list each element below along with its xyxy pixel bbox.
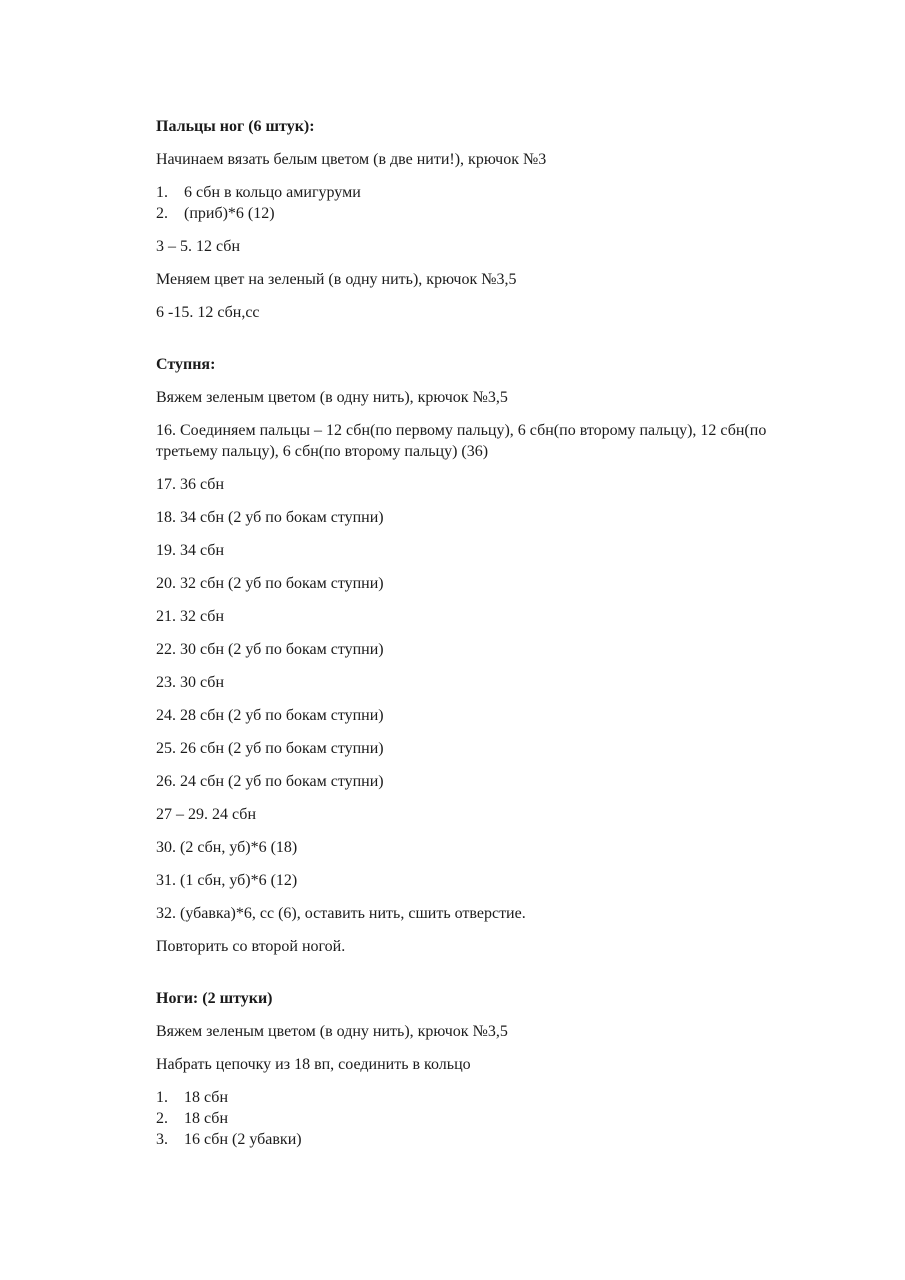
list-item [156,1087,796,1108]
paragraph: 19. 34 сбн [156,542,224,559]
list-item [156,1129,796,1150]
list-item-text: 16 сбн (2 убавки) [184,1131,302,1148]
paragraph: 23. 30 сбн [156,674,224,691]
list-item-number: 2. [156,1110,168,1127]
list-item [156,203,796,224]
paragraph: 27 – 29. 24 сбн [156,806,256,823]
list-item-text: 18 сбн [184,1110,228,1127]
section-heading: Ноги: (2 штуки) [156,990,273,1007]
list-item-number: 1. [156,1089,168,1106]
list-item-number: 3. [156,1131,168,1148]
paragraph: 24. 28 сбн (2 уб по бокам ступни) [156,707,384,724]
paragraph: 21. 32 сбн [156,608,224,625]
paragraph: 6 -15. 12 сбн,сс [156,304,260,321]
list-item-text: 6 сбн в кольцо амигуруми [184,184,361,201]
paragraph: 31. (1 сбн, уб)*6 (12) [156,872,298,889]
paragraph: 16. Соединяем пальцы – 12 сбн(по первому пальцу), 6 сбн(по второму пальцу), 12 сбн(по третьему пальцу), 6 сбн(по второму пальцу) (36) [156,422,767,460]
numbered-list [156,1087,796,1150]
document-content [156,116,796,1162]
paragraph: 25. 26 сбн (2 уб по бокам ступни) [156,740,384,757]
document-section [156,116,796,323]
list-item-number: 2. [156,205,168,222]
paragraph: Вяжем зеленым цветом (в одну нить), крючок №3,5 [156,1023,508,1040]
section-heading: Ступня: [156,356,216,373]
list-item-number: 1. [156,184,168,201]
paragraph: 32. (убавка)*6, сс (6), оставить нить, сшить отверстие. [156,905,526,922]
paragraph: Набрать цепочку из 18 вп, соединить в кольцо [156,1056,471,1073]
paragraph: Вяжем зеленым цветом (в одну нить), крючок №3,5 [156,389,508,406]
document-section [156,354,796,957]
paragraph: 26. 24 сбн (2 уб по бокам ступни) [156,773,384,790]
list-item-text: (приб)*6 (12) [184,205,275,222]
section-heading: Пальцы ног (6 штук): [156,118,315,135]
paragraph: 3 – 5. 12 сбн [156,238,240,255]
numbered-list [156,182,796,224]
list-item [156,182,796,203]
paragraph: Меняем цвет на зеленый (в одну нить), крючок №3,5 [156,271,517,288]
paragraph: 30. (2 сбн, уб)*6 (18) [156,839,298,856]
paragraph: 20. 32 сбн (2 уб по бокам ступни) [156,575,384,592]
paragraph: 17. 36 сбн [156,476,224,493]
document-section [156,988,796,1150]
paragraph: Начинаем вязать белым цветом (в две нити!), крючок №3 [156,151,547,168]
list-item-text: 18 сбн [184,1089,228,1106]
list-item [156,1108,796,1129]
paragraph: Повторить со второй ногой. [156,938,346,955]
paragraph: 22. 30 сбн (2 уб по бокам ступни) [156,641,384,658]
paragraph: 18. 34 сбн (2 уб по бокам ступни) [156,509,384,526]
